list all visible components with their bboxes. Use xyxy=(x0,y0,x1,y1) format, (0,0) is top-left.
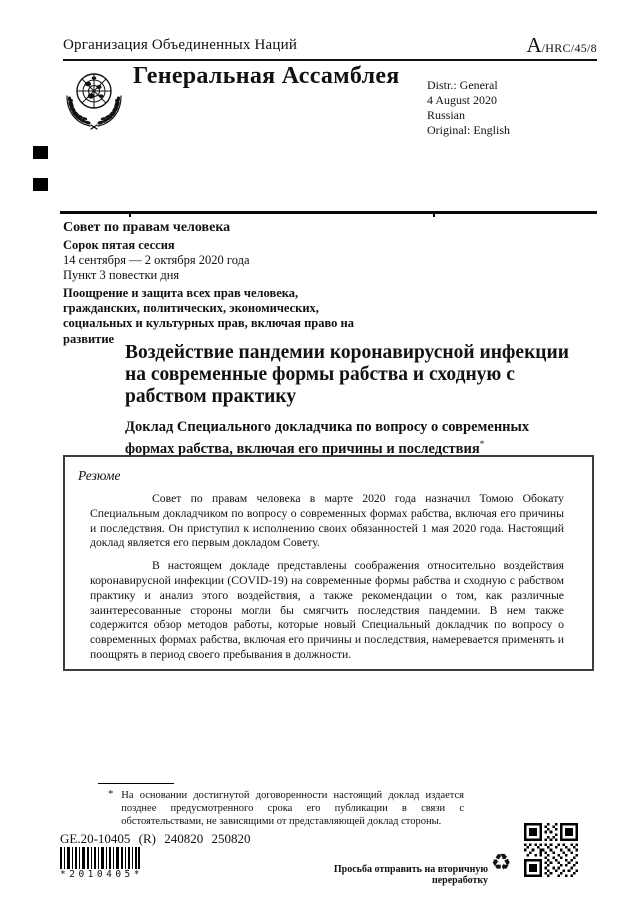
recycle-note: Просьба отправить на вторичную переработку xyxy=(333,864,488,886)
qr-code xyxy=(524,823,578,882)
session-dates: 14 сентября — 2 октября 2020 года xyxy=(63,253,250,268)
thumb-mark-2 xyxy=(33,178,48,191)
footnote-rule xyxy=(98,783,174,784)
session-name: Сорок пятая сессия xyxy=(63,238,175,252)
footnote-marker: * xyxy=(108,789,114,800)
distr-block xyxy=(427,78,510,138)
assembly-title: Генеральная Ассамблея xyxy=(133,63,400,89)
original-line: Original: English xyxy=(427,123,510,137)
ge-number: GE.20-10405 (R) 240820 250820 xyxy=(60,831,251,846)
header-rule xyxy=(63,59,597,61)
footnote-text: На основании достигнутой договоренности настоящий доклад издается позднее предусмотренного срока его публикации в связи с обстоятельствами, не зависящими от представляющей доклад стороны. xyxy=(121,790,464,828)
org-name: Организация Объединенных Наций xyxy=(63,37,298,53)
summary-box xyxy=(63,455,594,671)
divider-tick-2 xyxy=(433,211,435,217)
distr-line: Distr.: General xyxy=(427,78,498,92)
doc-symbol-rest: /HRC/45/8 xyxy=(541,41,597,55)
doc-symbol-main: A xyxy=(526,33,542,57)
report-title: Воздействие пандемии коронавирусной инфекции на современные формы рабства и сходную с рабством практику xyxy=(125,342,570,407)
agenda-title: Поощрение и защита всех прав человека, гражданских, политических, экономических, социальных и культурных прав, включая право на развитие xyxy=(63,285,355,346)
doc-symbol xyxy=(526,33,597,58)
thumb-mark-1 xyxy=(33,146,48,159)
session-block xyxy=(63,220,375,360)
summary-heading: Резюме xyxy=(78,468,121,483)
report-subtitle xyxy=(125,419,570,457)
agenda-item: Пункт 3 повестки дня xyxy=(63,268,180,283)
divider-rule xyxy=(60,211,597,214)
summary-paragraph-1: Совет по правам человека в марте 2020 года назначил Томою Обокату Специальным докладчиком по вопросу о современных формах рабства, включая его причины и последствия. Он приступил к исполнению своих обязанностей 1 мая 2020 года. Настоящий доклад является его первым докладом Совету. xyxy=(90,492,564,550)
report-subtitle-text: Доклад Специального докладчика по вопросу о современных формах рабства, включая его причины и последствия xyxy=(125,419,530,457)
council-name: Совет по правам человека xyxy=(63,220,231,235)
language-line: Russian xyxy=(427,108,466,122)
subtitle-footnote-marker: * xyxy=(479,438,485,449)
un-emblem-icon xyxy=(58,63,130,138)
date-line: 4 August 2020 xyxy=(427,93,498,107)
recycle-icon: ♻ xyxy=(491,850,512,876)
barcode-text: *2010405* xyxy=(60,869,143,880)
divider-tick-1 xyxy=(129,211,131,217)
footnote xyxy=(108,789,464,829)
summary-paragraph-2: В настоящем докладе представлены соображения относительно воздействия коронавирусной инфекции (COVID-19) на современные формы рабства и сходную с рабством практику и анализ этого воздействия, а также рекомендации о том, как различные заинтересованные стороны могли бы смягчить последствия пандемии. В нем также содержится обзор методов работы, которые новый Специальный докладчик по вопросу о современных формах рабства, включая его причины и последствия, намеревается применять и поощрять в период своего пребывания в должности. xyxy=(90,559,564,661)
